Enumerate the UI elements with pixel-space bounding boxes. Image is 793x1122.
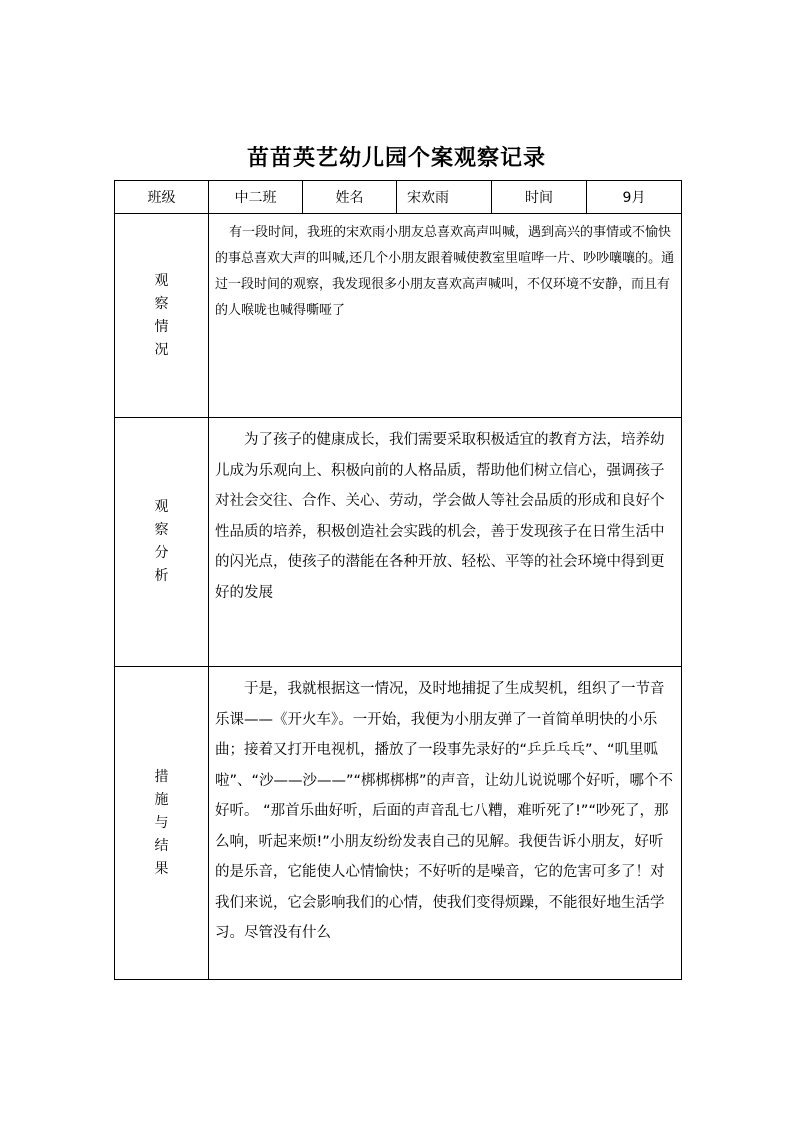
class-label: 班级 xyxy=(115,181,209,214)
observation-label-cell xyxy=(115,214,209,418)
observation-row xyxy=(115,214,682,418)
document-title: 苗苗英艺幼儿园个案观察记录 xyxy=(246,146,546,171)
analysis-label: 观察分析 xyxy=(154,499,169,584)
analysis-label-cell xyxy=(115,418,209,667)
time-value: 9月 xyxy=(587,181,682,214)
name-label: 姓名 xyxy=(303,181,397,214)
observation-label: 观察情况 xyxy=(154,272,169,358)
name-value: 宋欢雨 xyxy=(397,181,492,214)
observation-text: 有一段时间，我班的宋欢雨小朋友总喜欢高声叫喊，遇到高兴的事情或不愉快的事总喜欢大声的叫喊,还几个小朋友跟着喊使教室里喧哗一片、吵吵嚷嚷的。通过一段时间的观察，我发现很多小朋友喜欢高声喊叫，不仅环境不安静，而且有的人喉咙也喊得嘶哑了 xyxy=(215,225,675,318)
observation-record-table xyxy=(114,180,682,980)
measures-content-cell xyxy=(209,667,682,980)
time-label: 时间 xyxy=(492,181,587,214)
measures-text: 于是，我就根据这一情况，及时地捕捉了生成契机，组织了一节音乐课——《开火车》。一开始，我便为小朋友弹了一首简单明快的小乐曲；接着又打开电视机，播放了一段事先录好的“乒乒乓乓”、“叽里呱啦”、“沙——沙——”“梆梆梆梆”的声音，让幼儿说说哪个好听，哪个不好听。 “那首乐曲好听，后面的声音乱七八糟，难听死了!”“吵死了，那么响，听起来烦!”小朋友纷纷发表自己的见解。我便告诉小朋友，好听的是乐音，它能使人心情愉快；不好听的是噪音，它的危害可多了！对我们来说，它会影响我们的心情，使我们变得烦躁，不能很好地生活学习。尽管没有什么 xyxy=(215,681,674,941)
analysis-text: 为了孩子的健康成长，我们需要采取积极适宜的教育方法，培养幼儿成为乐观向上、积极向前的人格品质，帮助他们树立信心，强调孩子对社会交往、合作、关心、劳动，学会做人等社会品质的形成和良好个性品质的培养，积极创造社会实践的机会，善于发现孩子在日常生活中的闪光点，使孩子的潜能在各种开放、轻松、平等的社会环境中得到更好的发展 xyxy=(215,432,665,601)
measures-row xyxy=(115,667,682,980)
header-row xyxy=(115,181,682,214)
class-value: 中二班 xyxy=(209,181,303,214)
measures-label: 措施与结果 xyxy=(154,768,169,877)
analysis-row xyxy=(115,418,682,667)
observation-content-cell xyxy=(209,214,682,418)
analysis-content-cell xyxy=(209,418,682,667)
measures-label-cell xyxy=(115,667,209,980)
